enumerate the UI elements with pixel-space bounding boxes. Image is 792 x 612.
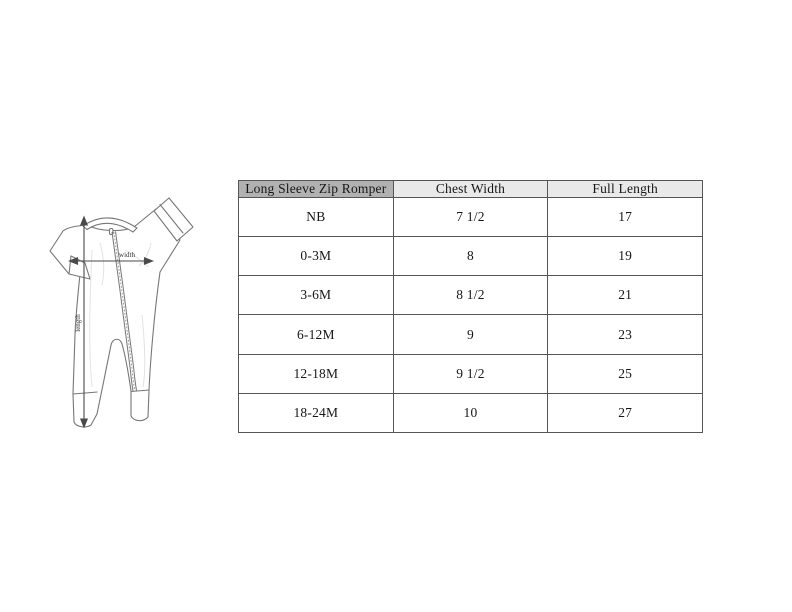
full-length-cell: 19 (548, 237, 703, 276)
size-chart-header (239, 181, 703, 198)
size-cell: 0-3M (239, 237, 394, 276)
size-cell: 6-12M (239, 315, 394, 354)
header-row (239, 181, 703, 198)
size-cell: NB (239, 198, 394, 237)
romper-body-outline (50, 209, 180, 427)
table-row (239, 354, 703, 393)
chest-width-cell: 10 (393, 393, 548, 432)
table-row (239, 276, 703, 315)
width-label: width (119, 251, 135, 259)
size-chart-body (239, 198, 703, 433)
chest-width-cell: 8 1/2 (393, 276, 548, 315)
header-chest-width: Chest Width (393, 181, 548, 198)
romper-illustration (30, 195, 220, 445)
full-length-cell: 23 (548, 315, 703, 354)
table-row (239, 198, 703, 237)
chest-width-cell: 8 (393, 237, 548, 276)
header-product: Long Sleeve Zip Romper (239, 181, 394, 198)
size-chart-table (238, 180, 703, 433)
chest-width-cell: 9 1/2 (393, 354, 548, 393)
chest-width-cell: 9 (393, 315, 548, 354)
size-cell: 12-18M (239, 354, 394, 393)
full-length-cell: 27 (548, 393, 703, 432)
length-label: length (74, 314, 82, 332)
length-arrowhead-top (81, 217, 87, 225)
full-length-cell: 21 (548, 276, 703, 315)
table-row (239, 393, 703, 432)
table-row (239, 237, 703, 276)
size-cell: 18-24M (239, 393, 394, 432)
header-full-length: Full Length (548, 181, 703, 198)
full-length-cell: 17 (548, 198, 703, 237)
size-cell: 3-6M (239, 276, 394, 315)
chest-width-cell: 7 1/2 (393, 198, 548, 237)
full-length-cell: 25 (548, 354, 703, 393)
table-row (239, 315, 703, 354)
